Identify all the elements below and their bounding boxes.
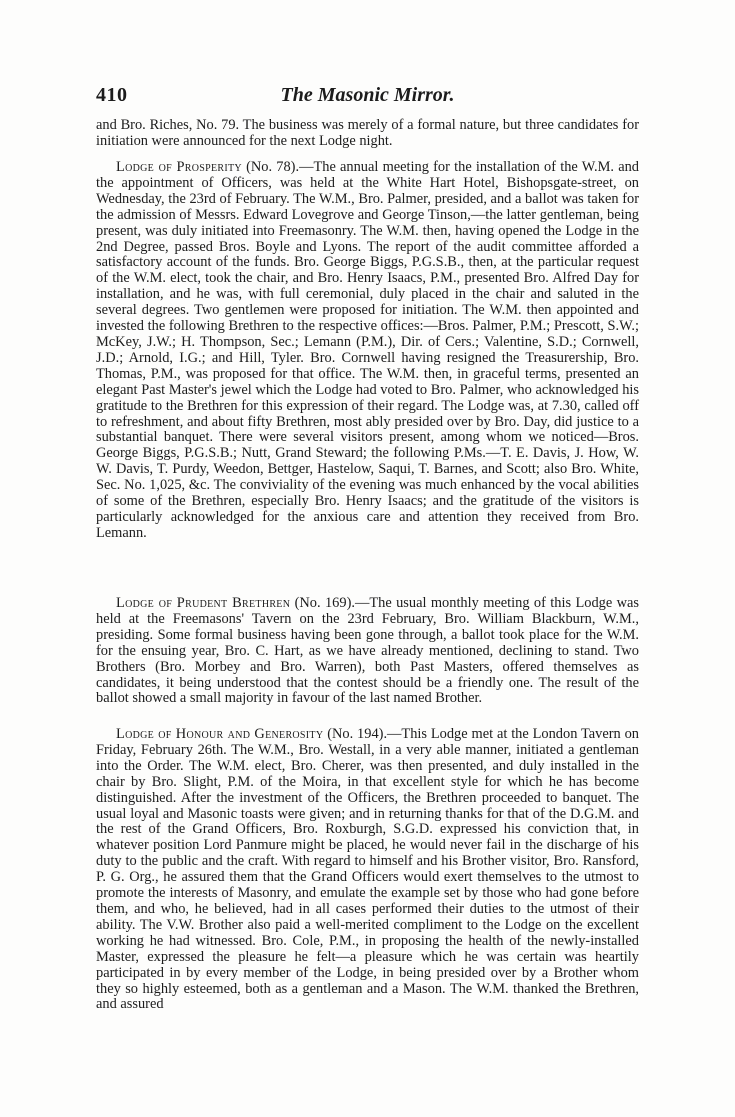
continuation-paragraph [96,118,639,150]
report-lodge-of-honour-and-generosity [96,727,639,1013]
lodge-name: Lodge of Honour and Generosity [116,726,324,742]
running-title: The Masonic Mirror. [280,84,455,106]
page-header [96,84,639,108]
report-lodge-of-prosperity [96,160,639,542]
report-text: (No. 78).—The annual meeting for the installation of the W.M. and the appointment of Officers, was held at the White Hart Hotel, Bishopsgate-street, on Wednesday, the 23rd of February. The W.M., Bro. Palmer, presided, and a ballot was taken for the admission of Messrs. Edward Lovegrove and George Tinson,—the latter gentleman, being present, was duly initiated into Freemasonry. The W.M. then, having opened the Lodge in the 2nd Degree, passed Bros. Boyle and Lyons. The report of the audit committee afforded a satisfactory account of the funds. Bro. George Biggs, P.G.S.B., then, at the particular request of the W.M. elect, took the chair, and Bro. Henry Isaacs, P.M., presented Bro. Alfred Day for installation, and he was, with full ceremonial, duly placed in the chair and saluted in the several degrees. Two gentlemen were proposed for initiation. The W.M. then appointed and invested the following Brethren to the respective offices:—Bros. Palmer, P.M.; Prescott, S.W.; McKey, J.W.; H. Thompson, Sec.; Lemann (P.M.), Dir. of Cers.; Valentine, S.D.; Cornwell, J.D.; Arnold, I.G.; and Hill, Tyler. Bro. Cornwell having resigned the Treasurership, Bro. Thomas, P.M., was proposed for that office. The W.M. then, in graceful terms, presented an elegant Past Master's jewel which the Lodge had voted to Bro. Palmer, who acknowledged his gratitude to the Brethren for this expression of their regard. The Lodge was, at 7.30, called off to refreshment, and about fifty Brethren, most ably presided over by Bro. Day, did justice to a substantial banquet. There were several visitors present, among whom we noticed—Bros. George Biggs, P.G.S.B.; Nutt, Grand Steward; the following P.Ms.—T. E. Davis, J. How, W. W. Davis, T. Purdy, Weedon, Bettger, Hastelow, Saqui, T. Barnes, and Scott; also Bro. White, Sec. No. 1,025, &c. The conviviality of the evening was much enhanced by the vocal abilities of some of the Brethren, especially Bro. Henry Isaacs; and the gratitude of the visitors is particularly acknowledged for the anxious care and attention they received from Bro. Lemann. [96,159,639,541]
page-number: 410 [96,84,128,106]
report-text: (No. 194).—This Lodge met at the London Tavern on Friday, February 26th. The W.M., Bro. Westall, in a very able manner, initiated a gentleman into the Order. The W.M. elect, Bro. Cherer, was then presented, and duly installed in the chair by Bro. Slight, P.M. of the Moira, in that excellent style for which he has become distinguished. After the investment of the Officers, the Brethren proceeded to banquet. The usual loyal and Masonic toasts were given; and in returning thanks for that of the D.G.M. and the rest of the Grand Officers, Bro. Roxburgh, S.G.D. expressed his conviction that, in whatever position Lord Panmure might be placed, he would never fail in the discharge of his duty to the public and the craft. With regard to himself and his Brother visitor, Bro. Ransford, P. G. Org., he assured them that the Grand Officers would exert themselves to the utmost to promote the interests of Masonry, and emulate the example set by those who had gone before them, and who, he believed, had in all cases performed their duties to the utmost of their ability. The V.W. Brother also paid a well-merited compliment to the Lodge on the excellent working he had witnessed. Bro. Cole, P.M., in proposing the health of the newly-installed Master, expressed the pleasure he felt—a pleasure which he was certain was heartily participated in by every member of the Lodge, in being presided over by a Brother whom they so highly esteemed, both as a gentleman and a Mason. The W.M. thanked the Brethren, and assured [96,726,639,1013]
report-lodge-of-prudent-brethren [96,596,639,707]
lodge-name: Lodge of Prudent Brethren [116,595,291,611]
continuation-text: and Bro. Riches, No. 79. The business was merely of a formal nature, but three candidates for initiation were announced for the next Lodge night. [96,117,639,149]
lodge-name: Lodge of Prosperity [116,159,242,175]
report-text: (No. 169).—The usual monthly meeting of this Lodge was held at the Freemasons' Tavern on the 23rd February, Bro. William Blackburn, W.M., presiding. Some formal business having been gone through, a ballot took place for the W.M. for the ensuing year, Bro. C. Hart, as we have already mentioned, declining to stand. Two Brothers (Bro. Morbey and Bro. Warren), both Past Masters, offered themselves as candidates, it being understood that the contest should be a friendly one. The result of the ballot showed a small majority in favour of the last named Brother. [96,595,639,707]
